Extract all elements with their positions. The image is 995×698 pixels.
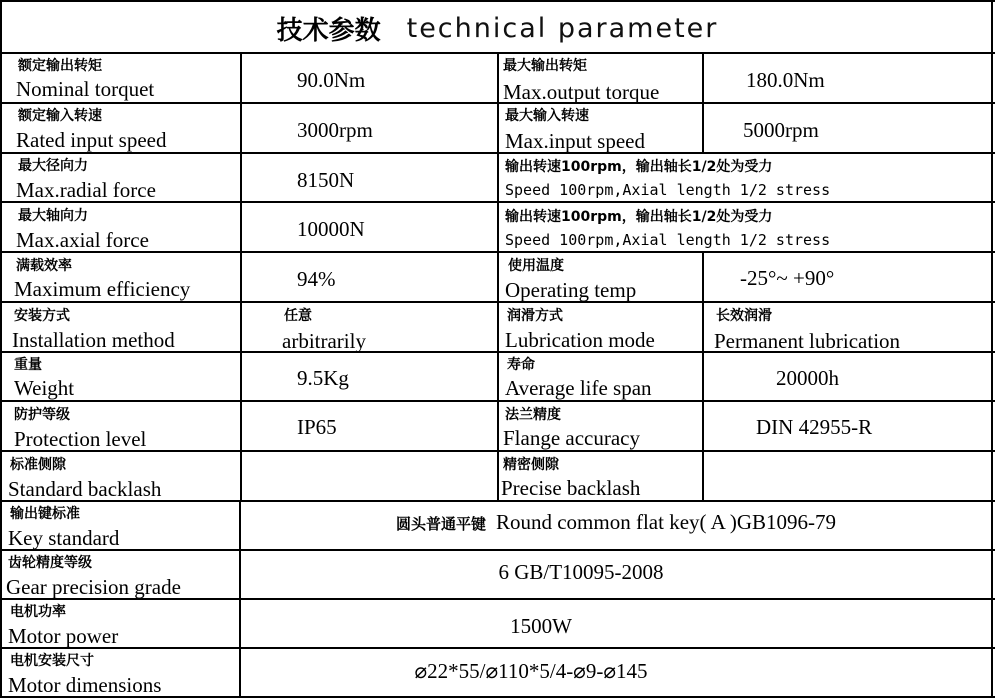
value: 9.5Kg bbox=[297, 366, 349, 390]
value: Permanent lubrication bbox=[714, 329, 901, 353]
grid-line bbox=[0, 0, 2, 698]
grid-line bbox=[0, 647, 995, 649]
label-zh: 最大输出转矩 bbox=[503, 58, 587, 74]
key-standard-value bbox=[241, 510, 991, 535]
label-en: Nominal torquet bbox=[16, 77, 155, 101]
value: Round common flat key( A )GB1096-79 bbox=[495, 510, 837, 534]
value-zh: 长效润滑 bbox=[716, 308, 772, 324]
note-zh: 输出转速100rpm，输出轴长1/2处为受力 bbox=[505, 159, 773, 175]
value: 94% bbox=[297, 267, 336, 291]
note-zh: 输出转速100rpm，输出轴长1/2处为受力 bbox=[505, 209, 773, 225]
label-zh: 法兰精度 bbox=[505, 407, 561, 423]
label-zh: 重量 bbox=[14, 357, 42, 373]
label-en: Standard backlash bbox=[8, 477, 162, 501]
grid-line bbox=[497, 52, 499, 500]
label-en: Motor power bbox=[8, 624, 119, 648]
label-en: Rated input speed bbox=[16, 128, 167, 152]
note-en: Speed 100rpm,Axial length 1/2 stress bbox=[505, 181, 831, 199]
label-zh: 额定输出转矩 bbox=[18, 58, 102, 74]
label-en: Installation method bbox=[12, 328, 175, 352]
value: IP65 bbox=[297, 415, 337, 439]
label-en: Max.radial force bbox=[16, 178, 156, 202]
grid-line bbox=[0, 549, 995, 551]
label-en: Precise backlash bbox=[501, 476, 641, 500]
title-zh: 技术参数 bbox=[276, 15, 381, 46]
label-zh: 最大径向力 bbox=[18, 158, 88, 174]
value: DIN 42955-R bbox=[756, 415, 873, 439]
value: 90.0Nm bbox=[297, 68, 366, 92]
label-zh: 精密侧隙 bbox=[503, 457, 559, 473]
value: -25°~ +90° bbox=[740, 266, 835, 290]
value: 5000rpm bbox=[743, 118, 819, 142]
label-en: Maximum efficiency bbox=[14, 277, 191, 301]
label-en: Max.axial force bbox=[16, 228, 149, 252]
label-zh: 使用温度 bbox=[508, 258, 564, 274]
label-zh: 最大轴向力 bbox=[18, 208, 88, 224]
label-zh: 防护等级 bbox=[14, 407, 70, 423]
label-en: Lubrication mode bbox=[505, 328, 655, 352]
title-en: technical parameter bbox=[406, 12, 719, 44]
label-en: Max.output torque bbox=[503, 80, 660, 104]
label-zh: 电机功率 bbox=[10, 604, 66, 620]
grid-line bbox=[0, 0, 995, 2]
value: arbitrarily bbox=[282, 329, 366, 353]
label-en: Protection level bbox=[14, 427, 147, 451]
label-en: Flange accuracy bbox=[503, 426, 641, 450]
label-en: Weight bbox=[14, 376, 75, 400]
label-en: Motor dimensions bbox=[8, 673, 162, 697]
page-title bbox=[0, 4, 995, 52]
value: 6 GB/T10095-2008 bbox=[498, 560, 664, 584]
grid-line bbox=[240, 52, 242, 500]
value: 10000N bbox=[297, 217, 365, 241]
label-en: Max.input speed bbox=[505, 129, 645, 153]
value-zh: 任意 bbox=[284, 308, 312, 324]
label-en: Operating temp bbox=[505, 278, 637, 302]
label-en: Gear precision grade bbox=[6, 575, 181, 599]
value: 180.0Nm bbox=[746, 68, 825, 92]
value: 3000rpm bbox=[297, 118, 373, 142]
value-zh: 圆头普通平键 bbox=[395, 515, 486, 533]
value: 1500W bbox=[510, 614, 572, 638]
note-en: Speed 100rpm,Axial length 1/2 stress bbox=[505, 231, 831, 249]
label-zh: 寿命 bbox=[507, 357, 535, 373]
label-en: Average life span bbox=[505, 376, 652, 400]
label-zh: 电机安装尺寸 bbox=[10, 653, 94, 669]
label-zh: 安装方式 bbox=[14, 308, 70, 324]
label-zh: 额定输入转速 bbox=[18, 108, 102, 124]
grid-line bbox=[991, 0, 993, 698]
value: 20000h bbox=[776, 366, 839, 390]
value: ⌀22*55/⌀110*5/4-⌀9-⌀145 bbox=[414, 659, 648, 683]
label-en: Key standard bbox=[8, 526, 120, 550]
label-zh: 标准侧隙 bbox=[10, 457, 66, 473]
label-zh: 满载效率 bbox=[16, 258, 72, 274]
label-zh: 输出键标准 bbox=[10, 506, 80, 522]
label-zh: 齿轮精度等级 bbox=[8, 555, 92, 571]
value: 8150N bbox=[297, 168, 355, 192]
label-zh: 润滑方式 bbox=[507, 308, 563, 324]
label-zh: 最大输入转速 bbox=[505, 108, 589, 124]
grid-line bbox=[702, 52, 704, 152]
grid-line bbox=[702, 251, 704, 500]
